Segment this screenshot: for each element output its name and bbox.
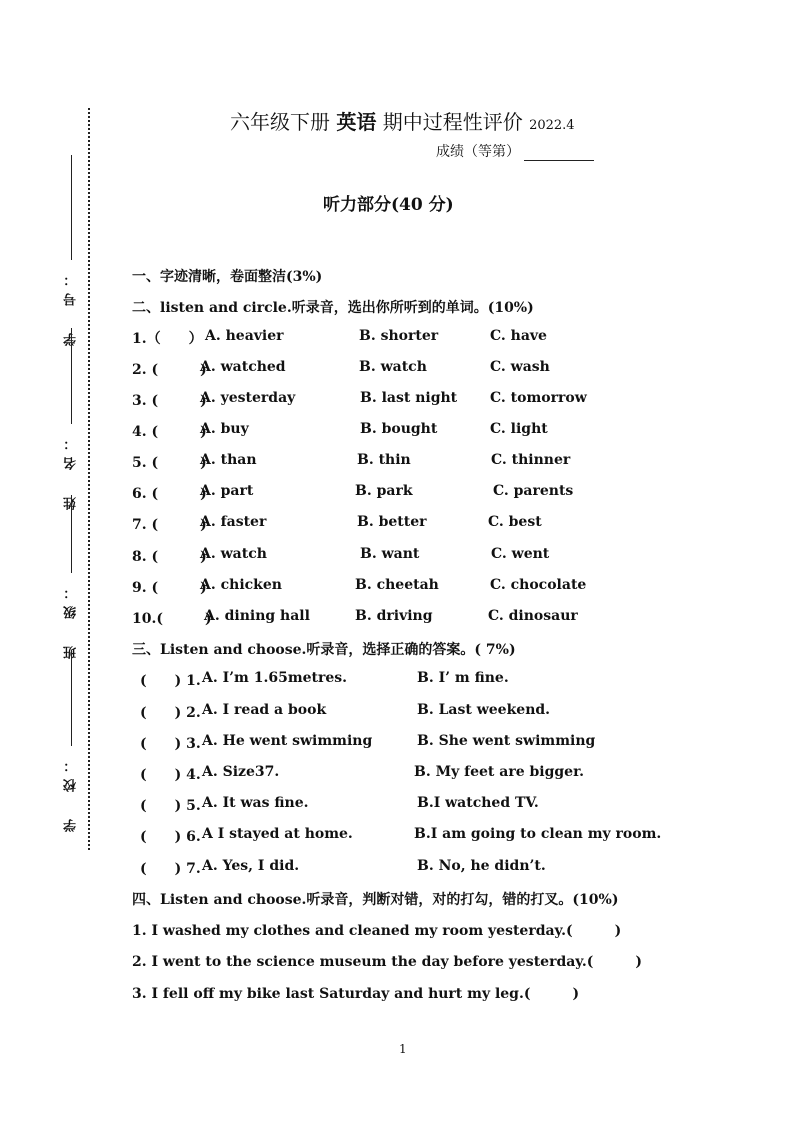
student-name-label: 姓 名： [63,430,79,510]
s2-item-num: 6. ( ) [132,486,207,502]
s2-item-option-c: C. parents [493,483,574,499]
s4-item: 2. I went to the science museum the day before yesterday.( ) [132,954,642,970]
s3-item-option-a: A. I’m 1.65metres. [202,670,348,686]
s3-item-num: ( ) 7. [140,861,201,877]
s3-item-option-a: A. Yes, I did. [202,858,300,874]
title-date: 2022.4 [529,118,575,133]
s2-item-option-c: C. thinner [491,452,571,468]
s2-item-num: 2. ( ) [132,362,207,378]
class-field[interactable] [63,495,79,659]
s2-item-option-b: B. bought [360,421,438,437]
s2-item-option-c: C. went [491,546,550,562]
s2-item-option-c: C. light [490,421,548,437]
s2-item-option-a: A. buy [200,421,249,437]
s2-item-num: 9. ( ) [132,580,207,596]
section3-title: 三、Listen and choose.听录音，选择正确的答案。( 7%) [132,642,516,658]
listening-heading: 听力部分(40 分) [323,195,454,215]
s3-item-option-b: B. I’ m fine. [417,670,509,686]
s3-item-num: ( ) 3. [140,736,201,752]
s2-item-option-c: C. have [490,328,547,344]
s2-item-option-b: B. shorter [359,328,439,344]
s2-item-num: 8. ( ) [132,549,207,565]
s2-item-option-b: B. park [355,483,413,499]
title-subject: 英语 [336,110,377,134]
score-blank[interactable] [524,146,594,161]
school-line [71,650,72,746]
school-label: 学 校： [63,752,79,832]
s2-item-option-c: C. tomorrow [490,390,587,406]
student-number-field[interactable] [63,155,79,346]
s4-item: 3. I fell off my bike last Saturday and hurt my leg.( ) [132,986,580,1002]
s3-item-option-a: A I stayed at home. [202,826,353,842]
student-number-label: 学 号： [63,266,79,346]
exam-title [230,106,575,135]
s3-item-num: ( ) 5. [140,798,201,814]
s2-item-num: 10.( ) [132,611,212,627]
s2-item-num: 5. ( ) [132,455,207,471]
s2-item-option-a: A. chicken [200,577,282,593]
page-number: 1 [399,1042,407,1056]
s2-item-option-a: A. yesterday [200,390,296,406]
class-label: 班 级： [63,579,79,659]
binding-dotted-line [88,108,90,850]
section4-title: 四、Listen and choose.听录音，判断对错，对的打勾，错的打叉。(10%) [132,892,619,908]
s2-item-option-b: B. better [357,514,427,530]
school-field[interactable] [63,650,79,832]
section1-title: 一、字迹清晰，卷面整洁(3%) [132,269,323,285]
title-exam: 期中过程性评价 [382,110,523,134]
s3-item-option-a: A. I read a book [202,702,327,718]
s2-item-option-c: C. dinosaur [488,608,578,624]
s3-item-option-b: B. No, he didn’t. [417,858,546,874]
s2-item-num: 4. ( ) [132,424,207,440]
student-number-line [71,155,72,260]
s2-item-option-a: A. watched [200,359,286,375]
student-name-line [71,328,72,424]
s2-item-option-c: C. best [488,514,542,530]
s2-item-option-b: B. cheetah [355,577,439,593]
s2-item-num: 1.（ ） [132,331,203,347]
s2-item-option-a: A. heavier [205,328,284,344]
s3-item-option-b: B. Last weekend. [417,702,551,718]
s2-item-option-b: B. watch [359,359,427,375]
s2-item-num: 3. ( ) [132,393,207,409]
title-grade: 六年级下册 [230,110,330,134]
score-label: 成绩（等第） [436,144,520,160]
s2-item-option-c: C. wash [490,359,550,375]
s3-item-option-a: A. It was fine. [202,795,309,811]
s3-item-option-a: A. Size37. [202,764,280,780]
s2-item-option-a: A. than [200,452,257,468]
student-name-field[interactable] [63,328,79,510]
s2-item-option-a: A. part [200,483,254,499]
s2-item-option-a: A. watch [200,546,267,562]
s4-item: 1. I washed my clothes and cleaned my room yesterday.( ) [132,923,622,939]
s2-item-option-a: A. faster [200,514,267,530]
s3-item-num: ( ) 1. [140,673,201,689]
s2-item-option-a: A. dining hall [204,608,310,624]
s3-item-option-b: B. My feet are bigger. [414,764,585,780]
s3-item-option-b: B. She went swimming [417,733,596,749]
section2-title: 二、listen and circle.听录音，选出你所听到的单词。(10%) [132,300,534,316]
s3-item-option-b: B.I watched TV. [417,795,539,811]
score-field[interactable] [436,141,594,161]
s3-item-option-a: A. He went swimming [202,733,373,749]
s2-item-option-c: C. chocolate [490,577,587,593]
s2-item-num: 7. ( ) [132,517,207,533]
s2-item-option-b: B. thin [357,452,411,468]
s3-item-num: ( ) 2. [140,705,201,721]
s2-item-option-b: B. want [360,546,420,562]
s2-item-option-b: B. last night [360,390,458,406]
s2-item-option-b: B. driving [355,608,433,624]
s3-item-num: ( ) 6. [140,829,201,845]
s3-item-option-b: B.I am going to clean my room. [414,826,662,842]
s3-item-num: ( ) 4. [140,767,201,783]
class-line [71,495,72,573]
